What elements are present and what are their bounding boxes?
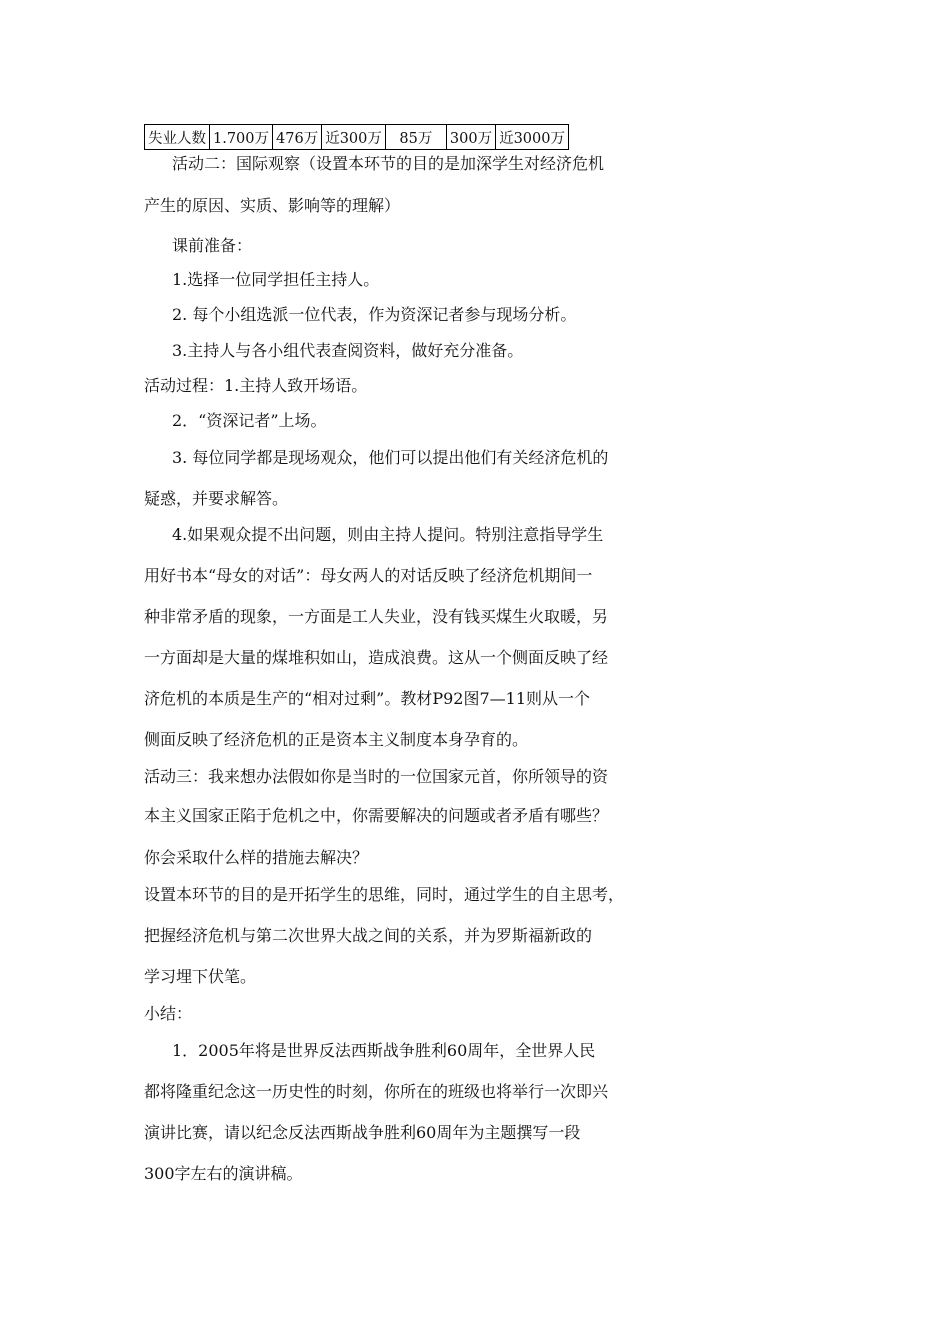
table-cell: 近3000万 [496,125,569,150]
paragraph-line: 侧面反映了经济危机的正是资本主义制度本身孕育的。 [144,730,529,749]
paragraph-line: 设置本环节的目的是开拓学生的思维，同时，通过学生的自主思考， [144,885,625,904]
table-cell: 近300万 [322,125,386,150]
table-cell: 85万 [385,125,446,150]
table-row [145,125,569,150]
table-cell: 476万 [273,125,322,150]
paragraph-line: 演讲比赛，请以纪念反法西斯战争胜利60周年为主题撰写一段 [144,1123,581,1142]
prep-heading: 课前准备： [172,236,253,255]
paragraph-line: 学习埋下伏笔。 [144,967,257,986]
list-item: 1.选择一位同学担任主持人。 [172,270,380,289]
paragraph-line: 你会采取什么样的措施去解决？ [144,848,369,867]
list-item: 3. 每位同学都是现场观众，他们可以提出他们有关经济危机的 [172,448,609,467]
summary-heading: 小结： [144,1004,193,1023]
process-heading: 活动过程：1.主持人致开场语。 [144,376,368,395]
table-cell: 1.700万 [210,125,273,150]
table-cell: 300万 [446,125,495,150]
paragraph-line: 济危机的本质是生产的“相对过剩”。教材P92图7—11则从一个 [144,689,591,708]
list-item: 1．2005年将是世界反法西斯战争胜利60周年，全世界人民 [172,1041,596,1060]
unemployment-table [144,124,569,150]
paragraph-line: 都将隆重纪念这一历史性的时刻，你所在的班级也将举行一次即兴 [144,1082,609,1101]
paragraph-line: 一方面却是大量的煤堆积如山，造成浪费。这从一个侧面反映了经 [144,648,609,667]
row-label-cell: 失业人数 [145,125,210,150]
paragraph-line: 种非常矛盾的现象，一方面是工人失业，没有钱买煤生火取暖，另 [144,607,609,626]
activity-two-heading: 活动二：国际观察（设置本环节的目的是加深学生对经济危机 [172,154,605,173]
paragraph-line: 产生的原因、实质、影响等的理解） [144,196,401,215]
paragraph-line: 本主义国家正陷于危机之中，你需要解决的问题或者矛盾有哪些？ [144,806,609,825]
list-item: 4.如果观众提不出问题，则由主持人提问。特别注意指导学生 [172,525,604,544]
paragraph-line: 疑惑，并要求解答。 [144,489,289,508]
list-item: 2．“资深记者”上场。 [172,411,327,430]
list-item: 3.主持人与各小组代表查阅资料，做好充分准备。 [172,341,524,360]
activity-three-heading: 活动三：我来想办法假如你是当时的一位国家元首，你所领导的资 [144,767,609,786]
list-item: 2. 每个小组选派一位代表，作为资深记者参与现场分析。 [172,305,577,324]
paragraph-line: 把握经济危机与第二次世界大战之间的关系，并为罗斯福新政的 [144,926,593,945]
paragraph-line: 300字左右的演讲稿。 [144,1164,303,1183]
paragraph-line: 用好书本“母女的对话”：母女两人的对话反映了经济危机期间一 [144,566,593,585]
